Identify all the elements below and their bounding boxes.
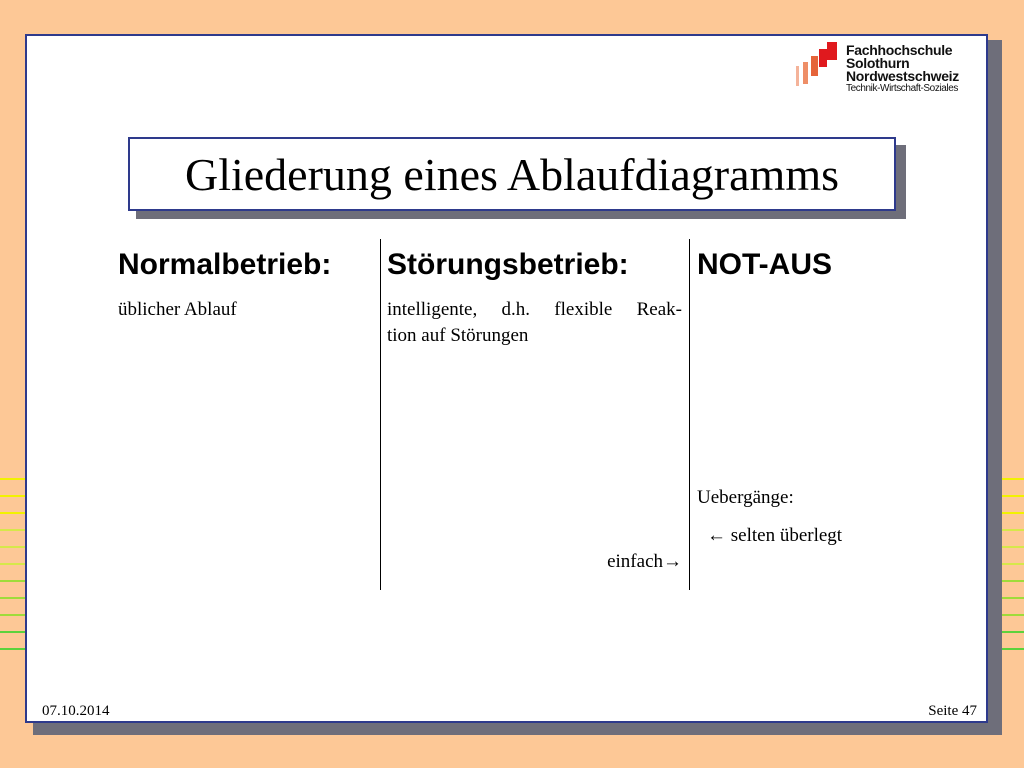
stripe-line (0, 529, 26, 531)
selten-ueberlegt-note: ← selten überlegt (707, 525, 843, 546)
text-stoerungsbetrieb-line-2: tion auf Störungen (387, 325, 529, 346)
stripe-line (0, 614, 26, 616)
heading-stoerungsbetrieb: Störungsbetrieb: (387, 248, 629, 281)
column-divider-1 (380, 239, 381, 590)
school-logo-icon (793, 42, 843, 90)
stripe-line (0, 631, 26, 633)
stripe-line (0, 546, 26, 548)
school-logo (793, 42, 983, 102)
logo-line-4: Technik-Wirtschaft-Soziales (846, 83, 959, 94)
stripe-line (0, 580, 26, 582)
logo-line-3: Nordwestschweiz (846, 68, 959, 84)
einfach-note: einfach→ (607, 551, 682, 572)
uebergaenge-label: Uebergänge: (697, 487, 794, 508)
heading-not-aus: NOT-AUS (697, 248, 832, 281)
stripe-line (0, 597, 26, 599)
stripe-line (0, 495, 26, 497)
left-stripes (0, 478, 26, 658)
slide-title: Gliederung eines Ablaufdiagramms (184, 148, 840, 200)
stripe-line (0, 648, 26, 650)
column-divider-2 (689, 239, 690, 590)
heading-normalbetrieb: Normalbetrieb: (118, 248, 332, 281)
stripe-line (0, 478, 26, 480)
stripe-line (0, 563, 26, 565)
footer-date: 07.10.2014 (42, 703, 110, 719)
logo-line-1: Fachhochschule (846, 42, 953, 58)
title-box (128, 137, 896, 211)
text-normalbetrieb: üblicher Ablauf (118, 299, 237, 320)
stripe-line (0, 512, 26, 514)
text-stoerungsbetrieb-line-1: intelligente, d.h. flexible Reak- (387, 299, 682, 320)
footer-page-number: Seite 47 (928, 703, 977, 719)
logo-line-2: Solothurn (846, 55, 910, 71)
